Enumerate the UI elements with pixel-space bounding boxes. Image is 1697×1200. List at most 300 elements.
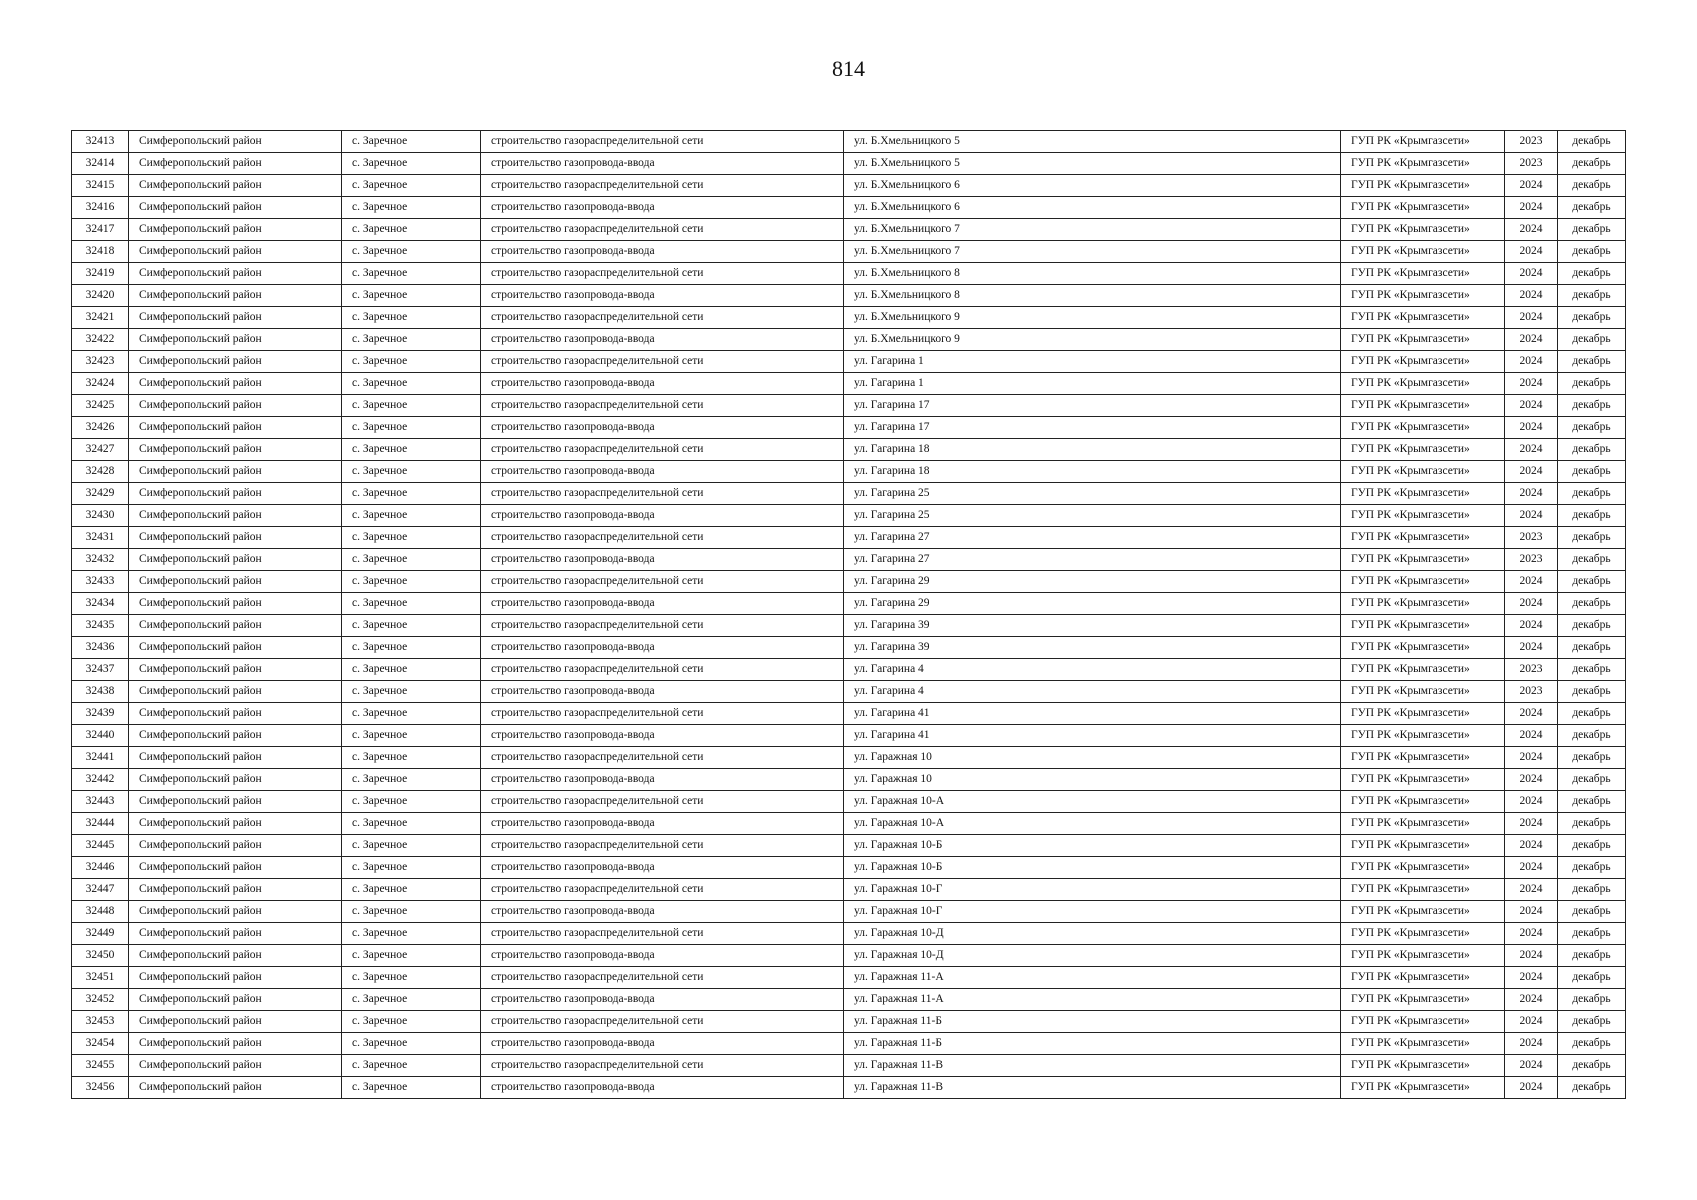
- cell-year: 2024: [1505, 461, 1558, 483]
- cell-address: ул. Б.Хмельницкого 7: [844, 219, 1341, 241]
- cell-row-number: 32442: [72, 769, 129, 791]
- table-row: [72, 417, 1626, 439]
- cell-address: ул. Б.Хмельницкого 9: [844, 307, 1341, 329]
- cell-work-type: строительство газопровода-ввода: [481, 461, 844, 483]
- cell-row-number: 32422: [72, 329, 129, 351]
- cell-organization: ГУП РК «Крымгазсети»: [1341, 417, 1505, 439]
- cell-month: декабрь: [1558, 813, 1626, 835]
- cell-organization: ГУП РК «Крымгазсети»: [1341, 1011, 1505, 1033]
- cell-settlement: с. Заречное: [342, 131, 481, 153]
- cell-district: Симферопольский район: [129, 813, 342, 835]
- cell-settlement: с. Заречное: [342, 747, 481, 769]
- cell-address: ул. Гаражная 10: [844, 769, 1341, 791]
- cell-address: ул. Б.Хмельницкого 8: [844, 263, 1341, 285]
- cell-row-number: 32430: [72, 505, 129, 527]
- table-row: [72, 219, 1626, 241]
- cell-district: Симферопольский район: [129, 285, 342, 307]
- cell-month: декабрь: [1558, 505, 1626, 527]
- cell-month: декабрь: [1558, 769, 1626, 791]
- cell-settlement: с. Заречное: [342, 1011, 481, 1033]
- table-row: [72, 659, 1626, 681]
- cell-address: ул. Гаражная 10-Г: [844, 901, 1341, 923]
- cell-month: декабрь: [1558, 527, 1626, 549]
- cell-district: Симферопольский район: [129, 461, 342, 483]
- cell-row-number: 32451: [72, 967, 129, 989]
- cell-year: 2024: [1505, 263, 1558, 285]
- cell-month: декабрь: [1558, 725, 1626, 747]
- cell-row-number: 32416: [72, 197, 129, 219]
- cell-district: Симферопольский район: [129, 153, 342, 175]
- cell-address: ул. Гагарина 17: [844, 395, 1341, 417]
- cell-month: декабрь: [1558, 659, 1626, 681]
- register-body: [72, 131, 1626, 1099]
- cell-year: 2024: [1505, 901, 1558, 923]
- table-row: [72, 395, 1626, 417]
- cell-district: Симферопольский район: [129, 307, 342, 329]
- table-row: [72, 725, 1626, 747]
- cell-organization: ГУП РК «Крымгазсети»: [1341, 593, 1505, 615]
- cell-address: ул. Гаражная 10-Г: [844, 879, 1341, 901]
- cell-month: декабрь: [1558, 703, 1626, 725]
- table-row: [72, 1077, 1626, 1099]
- cell-row-number: 32431: [72, 527, 129, 549]
- cell-row-number: 32456: [72, 1077, 129, 1099]
- cell-settlement: с. Заречное: [342, 285, 481, 307]
- cell-organization: ГУП РК «Крымгазсети»: [1341, 1055, 1505, 1077]
- table-row: [72, 1011, 1626, 1033]
- cell-district: Симферопольский район: [129, 549, 342, 571]
- cell-row-number: 32445: [72, 835, 129, 857]
- cell-work-type: строительство газопровода-ввода: [481, 637, 844, 659]
- cell-work-type: строительство газопровода-ввода: [481, 1033, 844, 1055]
- cell-year: 2024: [1505, 329, 1558, 351]
- table-row: [72, 241, 1626, 263]
- cell-month: декабрь: [1558, 285, 1626, 307]
- cell-year: 2024: [1505, 197, 1558, 219]
- cell-organization: ГУП РК «Крымгазсети»: [1341, 989, 1505, 1011]
- table-row: [72, 263, 1626, 285]
- cell-work-type: строительство газораспределительной сети: [481, 835, 844, 857]
- table-row: [72, 373, 1626, 395]
- cell-organization: ГУП РК «Крымгазсети»: [1341, 527, 1505, 549]
- table-row: [72, 329, 1626, 351]
- cell-address: ул. Гагарина 39: [844, 615, 1341, 637]
- cell-district: Симферопольский район: [129, 901, 342, 923]
- cell-organization: ГУП РК «Крымгазсети»: [1341, 241, 1505, 263]
- cell-organization: ГУП РК «Крымгазсети»: [1341, 439, 1505, 461]
- cell-row-number: 32443: [72, 791, 129, 813]
- cell-address: ул. Б.Хмельницкого 8: [844, 285, 1341, 307]
- cell-settlement: с. Заречное: [342, 263, 481, 285]
- cell-address: ул. Гаражная 10-Д: [844, 923, 1341, 945]
- cell-settlement: с. Заречное: [342, 549, 481, 571]
- cell-work-type: строительство газопровода-ввода: [481, 285, 844, 307]
- cell-settlement: с. Заречное: [342, 373, 481, 395]
- cell-year: 2024: [1505, 1033, 1558, 1055]
- cell-address: ул. Б.Хмельницкого 5: [844, 153, 1341, 175]
- cell-work-type: строительство газопровода-ввода: [481, 549, 844, 571]
- cell-organization: ГУП РК «Крымгазсети»: [1341, 329, 1505, 351]
- cell-district: Симферопольский район: [129, 747, 342, 769]
- cell-district: Симферопольский район: [129, 945, 342, 967]
- cell-work-type: строительство газораспределительной сети: [481, 307, 844, 329]
- cell-year: 2024: [1505, 417, 1558, 439]
- cell-settlement: с. Заречное: [342, 483, 481, 505]
- cell-row-number: 32441: [72, 747, 129, 769]
- cell-settlement: с. Заречное: [342, 593, 481, 615]
- cell-organization: ГУП РК «Крымгазсети»: [1341, 681, 1505, 703]
- cell-district: Симферопольский район: [129, 681, 342, 703]
- cell-row-number: 32425: [72, 395, 129, 417]
- cell-work-type: строительство газопровода-ввода: [481, 901, 844, 923]
- cell-address: ул. Гаражная 11-В: [844, 1077, 1341, 1099]
- cell-settlement: с. Заречное: [342, 681, 481, 703]
- cell-month: декабрь: [1558, 351, 1626, 373]
- cell-district: Симферопольский район: [129, 439, 342, 461]
- table-row: [72, 153, 1626, 175]
- cell-address: ул. Гагарина 25: [844, 505, 1341, 527]
- cell-work-type: строительство газораспределительной сети: [481, 263, 844, 285]
- cell-year: 2024: [1505, 923, 1558, 945]
- cell-district: Симферопольский район: [129, 329, 342, 351]
- cell-month: декабрь: [1558, 373, 1626, 395]
- cell-address: ул. Гаражная 11-А: [844, 989, 1341, 1011]
- cell-row-number: 32428: [72, 461, 129, 483]
- cell-district: Симферопольский район: [129, 857, 342, 879]
- cell-organization: ГУП РК «Крымгазсети»: [1341, 285, 1505, 307]
- cell-address: ул. Гаражная 10-Д: [844, 945, 1341, 967]
- cell-month: декабрь: [1558, 461, 1626, 483]
- table-row: [72, 857, 1626, 879]
- cell-organization: ГУП РК «Крымгазсети»: [1341, 901, 1505, 923]
- cell-row-number: 32450: [72, 945, 129, 967]
- cell-settlement: с. Заречное: [342, 395, 481, 417]
- cell-work-type: строительство газопровода-ввода: [481, 857, 844, 879]
- cell-year: 2024: [1505, 989, 1558, 1011]
- cell-address: ул. Гаражная 10-Б: [844, 835, 1341, 857]
- cell-row-number: 32420: [72, 285, 129, 307]
- cell-month: декабрь: [1558, 175, 1626, 197]
- cell-district: Симферопольский район: [129, 131, 342, 153]
- cell-district: Симферопольский район: [129, 725, 342, 747]
- cell-settlement: с. Заречное: [342, 901, 481, 923]
- cell-district: Симферопольский район: [129, 1011, 342, 1033]
- cell-month: декабрь: [1558, 857, 1626, 879]
- cell-address: ул. Гаражная 11-В: [844, 1055, 1341, 1077]
- table-row: [72, 813, 1626, 835]
- cell-settlement: с. Заречное: [342, 615, 481, 637]
- cell-month: декабрь: [1558, 615, 1626, 637]
- cell-organization: ГУП РК «Крымгазсети»: [1341, 857, 1505, 879]
- cell-organization: ГУП РК «Крымгазсети»: [1341, 153, 1505, 175]
- cell-district: Симферопольский район: [129, 197, 342, 219]
- cell-settlement: с. Заречное: [342, 989, 481, 1011]
- cell-year: 2023: [1505, 681, 1558, 703]
- cell-month: декабрь: [1558, 1011, 1626, 1033]
- cell-month: декабрь: [1558, 791, 1626, 813]
- cell-year: 2024: [1505, 857, 1558, 879]
- cell-district: Симферопольский район: [129, 593, 342, 615]
- cell-district: Симферопольский район: [129, 175, 342, 197]
- cell-row-number: 32446: [72, 857, 129, 879]
- cell-year: 2024: [1505, 791, 1558, 813]
- cell-work-type: строительство газораспределительной сети: [481, 659, 844, 681]
- cell-work-type: строительство газораспределительной сети: [481, 351, 844, 373]
- cell-work-type: строительство газораспределительной сети: [481, 747, 844, 769]
- cell-year: 2024: [1505, 439, 1558, 461]
- cell-organization: ГУП РК «Крымгазсети»: [1341, 351, 1505, 373]
- cell-address: ул. Гагарина 1: [844, 373, 1341, 395]
- cell-address: ул. Гагарина 39: [844, 637, 1341, 659]
- cell-row-number: 32437: [72, 659, 129, 681]
- cell-settlement: с. Заречное: [342, 725, 481, 747]
- cell-year: 2024: [1505, 571, 1558, 593]
- cell-row-number: 32449: [72, 923, 129, 945]
- table-row: [72, 483, 1626, 505]
- cell-district: Симферопольский район: [129, 241, 342, 263]
- table-row: [72, 439, 1626, 461]
- cell-work-type: строительство газораспределительной сети: [481, 439, 844, 461]
- cell-settlement: с. Заречное: [342, 857, 481, 879]
- table-row: [72, 989, 1626, 1011]
- cell-month: декабрь: [1558, 879, 1626, 901]
- cell-settlement: с. Заречное: [342, 307, 481, 329]
- cell-year: 2023: [1505, 131, 1558, 153]
- cell-address: ул. Гагарина 27: [844, 527, 1341, 549]
- cell-work-type: строительство газораспределительной сети: [481, 483, 844, 505]
- cell-year: 2024: [1505, 703, 1558, 725]
- table-row: [72, 879, 1626, 901]
- cell-month: декабрь: [1558, 681, 1626, 703]
- cell-address: ул. Гагарина 18: [844, 439, 1341, 461]
- cell-organization: ГУП РК «Крымгазсети»: [1341, 879, 1505, 901]
- cell-district: Симферопольский район: [129, 989, 342, 1011]
- cell-settlement: с. Заречное: [342, 1077, 481, 1099]
- cell-organization: ГУП РК «Крымгазсети»: [1341, 307, 1505, 329]
- cell-organization: ГУП РК «Крымгазсети»: [1341, 505, 1505, 527]
- cell-work-type: строительство газораспределительной сети: [481, 923, 844, 945]
- cell-organization: ГУП РК «Крымгазсети»: [1341, 945, 1505, 967]
- cell-district: Симферопольский район: [129, 1033, 342, 1055]
- cell-year: 2024: [1505, 175, 1558, 197]
- cell-year: 2023: [1505, 153, 1558, 175]
- cell-organization: ГУП РК «Крымгазсети»: [1341, 791, 1505, 813]
- cell-organization: ГУП РК «Крымгазсети»: [1341, 1033, 1505, 1055]
- table-row: [72, 703, 1626, 725]
- cell-settlement: с. Заречное: [342, 813, 481, 835]
- cell-settlement: с. Заречное: [342, 967, 481, 989]
- cell-organization: ГУП РК «Крымгазсети»: [1341, 769, 1505, 791]
- cell-settlement: с. Заречное: [342, 769, 481, 791]
- cell-settlement: с. Заречное: [342, 175, 481, 197]
- cell-work-type: строительство газопровода-ввода: [481, 417, 844, 439]
- cell-month: декабрь: [1558, 747, 1626, 769]
- cell-organization: ГУП РК «Крымгазсети»: [1341, 549, 1505, 571]
- cell-organization: ГУП РК «Крымгазсети»: [1341, 659, 1505, 681]
- cell-row-number: 32440: [72, 725, 129, 747]
- cell-year: 2024: [1505, 307, 1558, 329]
- cell-address: ул. Гагарина 17: [844, 417, 1341, 439]
- cell-address: ул. Гаражная 11-Б: [844, 1011, 1341, 1033]
- cell-district: Симферопольский район: [129, 637, 342, 659]
- cell-month: декабрь: [1558, 989, 1626, 1011]
- cell-year: 2024: [1505, 505, 1558, 527]
- cell-month: декабрь: [1558, 1055, 1626, 1077]
- cell-work-type: строительство газораспределительной сети: [481, 791, 844, 813]
- cell-work-type: строительство газораспределительной сети: [481, 879, 844, 901]
- cell-settlement: с. Заречное: [342, 791, 481, 813]
- cell-year: 2024: [1505, 879, 1558, 901]
- cell-year: 2024: [1505, 219, 1558, 241]
- cell-address: ул. Б.Хмельницкого 5: [844, 131, 1341, 153]
- cell-settlement: с. Заречное: [342, 197, 481, 219]
- cell-row-number: 32414: [72, 153, 129, 175]
- cell-settlement: с. Заречное: [342, 637, 481, 659]
- cell-address: ул. Гагарина 41: [844, 725, 1341, 747]
- table-row: [72, 637, 1626, 659]
- cell-address: ул. Гагарина 4: [844, 681, 1341, 703]
- cell-address: ул. Гаражная 10: [844, 747, 1341, 769]
- cell-year: 2024: [1505, 769, 1558, 791]
- cell-district: Симферопольский район: [129, 505, 342, 527]
- cell-settlement: с. Заречное: [342, 351, 481, 373]
- cell-address: ул. Гаражная 11-Б: [844, 1033, 1341, 1055]
- cell-address: ул. Гагарина 29: [844, 593, 1341, 615]
- cell-district: Симферопольский район: [129, 351, 342, 373]
- cell-settlement: с. Заречное: [342, 505, 481, 527]
- cell-month: декабрь: [1558, 945, 1626, 967]
- cell-settlement: с. Заречное: [342, 571, 481, 593]
- cell-work-type: строительство газопровода-ввода: [481, 505, 844, 527]
- cell-settlement: с. Заречное: [342, 527, 481, 549]
- cell-organization: ГУП РК «Крымгазсети»: [1341, 725, 1505, 747]
- cell-district: Симферопольский район: [129, 1055, 342, 1077]
- cell-month: декабрь: [1558, 395, 1626, 417]
- cell-district: Симферопольский район: [129, 417, 342, 439]
- cell-organization: ГУП РК «Крымгазсети»: [1341, 373, 1505, 395]
- cell-month: декабрь: [1558, 153, 1626, 175]
- cell-row-number: 32452: [72, 989, 129, 1011]
- cell-month: декабрь: [1558, 967, 1626, 989]
- table-row: [72, 945, 1626, 967]
- table-row: [72, 549, 1626, 571]
- cell-year: 2024: [1505, 593, 1558, 615]
- cell-work-type: строительство газораспределительной сети: [481, 527, 844, 549]
- cell-year: 2024: [1505, 285, 1558, 307]
- cell-address: ул. Гаражная 10-А: [844, 791, 1341, 813]
- cell-year: 2024: [1505, 241, 1558, 263]
- cell-district: Симферопольский район: [129, 835, 342, 857]
- cell-settlement: с. Заречное: [342, 879, 481, 901]
- cell-organization: ГУП РК «Крымгазсети»: [1341, 175, 1505, 197]
- cell-work-type: строительство газораспределительной сети: [481, 395, 844, 417]
- cell-month: декабрь: [1558, 835, 1626, 857]
- cell-row-number: 32423: [72, 351, 129, 373]
- cell-work-type: строительство газораспределительной сети: [481, 175, 844, 197]
- cell-settlement: с. Заречное: [342, 417, 481, 439]
- cell-year: 2024: [1505, 747, 1558, 769]
- cell-address: ул. Гаражная 10-Б: [844, 857, 1341, 879]
- cell-district: Симферопольский район: [129, 219, 342, 241]
- cell-year: 2024: [1505, 615, 1558, 637]
- cell-organization: ГУП РК «Крымгазсети»: [1341, 395, 1505, 417]
- cell-month: декабрь: [1558, 439, 1626, 461]
- cell-year: 2024: [1505, 351, 1558, 373]
- cell-district: Симферопольский район: [129, 967, 342, 989]
- cell-year: 2024: [1505, 1055, 1558, 1077]
- cell-row-number: 32415: [72, 175, 129, 197]
- cell-work-type: строительство газопровода-ввода: [481, 153, 844, 175]
- cell-organization: ГУП РК «Крымгазсети»: [1341, 461, 1505, 483]
- cell-work-type: строительство газопровода-ввода: [481, 1077, 844, 1099]
- cell-year: 2024: [1505, 725, 1558, 747]
- cell-address: ул. Гагарина 25: [844, 483, 1341, 505]
- cell-month: декабрь: [1558, 197, 1626, 219]
- table-row: [72, 197, 1626, 219]
- cell-work-type: строительство газораспределительной сети: [481, 219, 844, 241]
- table-row: [72, 747, 1626, 769]
- cell-work-type: строительство газопровода-ввода: [481, 945, 844, 967]
- cell-month: декабрь: [1558, 241, 1626, 263]
- cell-month: декабрь: [1558, 571, 1626, 593]
- cell-organization: ГУП РК «Крымгазсети»: [1341, 967, 1505, 989]
- cell-work-type: строительство газопровода-ввода: [481, 989, 844, 1011]
- cell-district: Симферопольский район: [129, 615, 342, 637]
- table-row: [72, 791, 1626, 813]
- cell-month: декабрь: [1558, 417, 1626, 439]
- cell-settlement: с. Заречное: [342, 439, 481, 461]
- cell-address: ул. Б.Хмельницкого 9: [844, 329, 1341, 351]
- cell-work-type: строительство газораспределительной сети: [481, 131, 844, 153]
- cell-row-number: 32436: [72, 637, 129, 659]
- cell-organization: ГУП РК «Крымгазсети»: [1341, 813, 1505, 835]
- table-row: [72, 1055, 1626, 1077]
- cell-address: ул. Б.Хмельницкого 6: [844, 175, 1341, 197]
- cell-row-number: 32439: [72, 703, 129, 725]
- cell-work-type: строительство газопровода-ввода: [481, 197, 844, 219]
- table-row: [72, 131, 1626, 153]
- cell-work-type: строительство газопровода-ввода: [481, 813, 844, 835]
- cell-address: ул. Гагарина 29: [844, 571, 1341, 593]
- cell-settlement: с. Заречное: [342, 945, 481, 967]
- cell-organization: ГУП РК «Крымгазсети»: [1341, 571, 1505, 593]
- cell-month: декабрь: [1558, 593, 1626, 615]
- table-row: [72, 307, 1626, 329]
- register-table: [71, 130, 1626, 1099]
- cell-row-number: 32433: [72, 571, 129, 593]
- cell-district: Симферопольский район: [129, 659, 342, 681]
- cell-settlement: с. Заречное: [342, 241, 481, 263]
- cell-month: декабрь: [1558, 637, 1626, 659]
- cell-organization: ГУП РК «Крымгазсети»: [1341, 703, 1505, 725]
- cell-address: ул. Б.Хмельницкого 6: [844, 197, 1341, 219]
- cell-work-type: строительство газопровода-ввода: [481, 241, 844, 263]
- cell-address: ул. Гаражная 11-А: [844, 967, 1341, 989]
- cell-district: Симферопольский район: [129, 483, 342, 505]
- table-row: [72, 681, 1626, 703]
- cell-address: ул. Гагарина 27: [844, 549, 1341, 571]
- cell-month: декабрь: [1558, 219, 1626, 241]
- cell-settlement: с. Заречное: [342, 1055, 481, 1077]
- cell-district: Симферопольский район: [129, 879, 342, 901]
- cell-organization: ГУП РК «Крымгазсети»: [1341, 835, 1505, 857]
- cell-row-number: 32434: [72, 593, 129, 615]
- cell-organization: ГУП РК «Крымгазсети»: [1341, 483, 1505, 505]
- cell-settlement: с. Заречное: [342, 923, 481, 945]
- cell-month: декабрь: [1558, 307, 1626, 329]
- cell-row-number: 32432: [72, 549, 129, 571]
- table-row: [72, 769, 1626, 791]
